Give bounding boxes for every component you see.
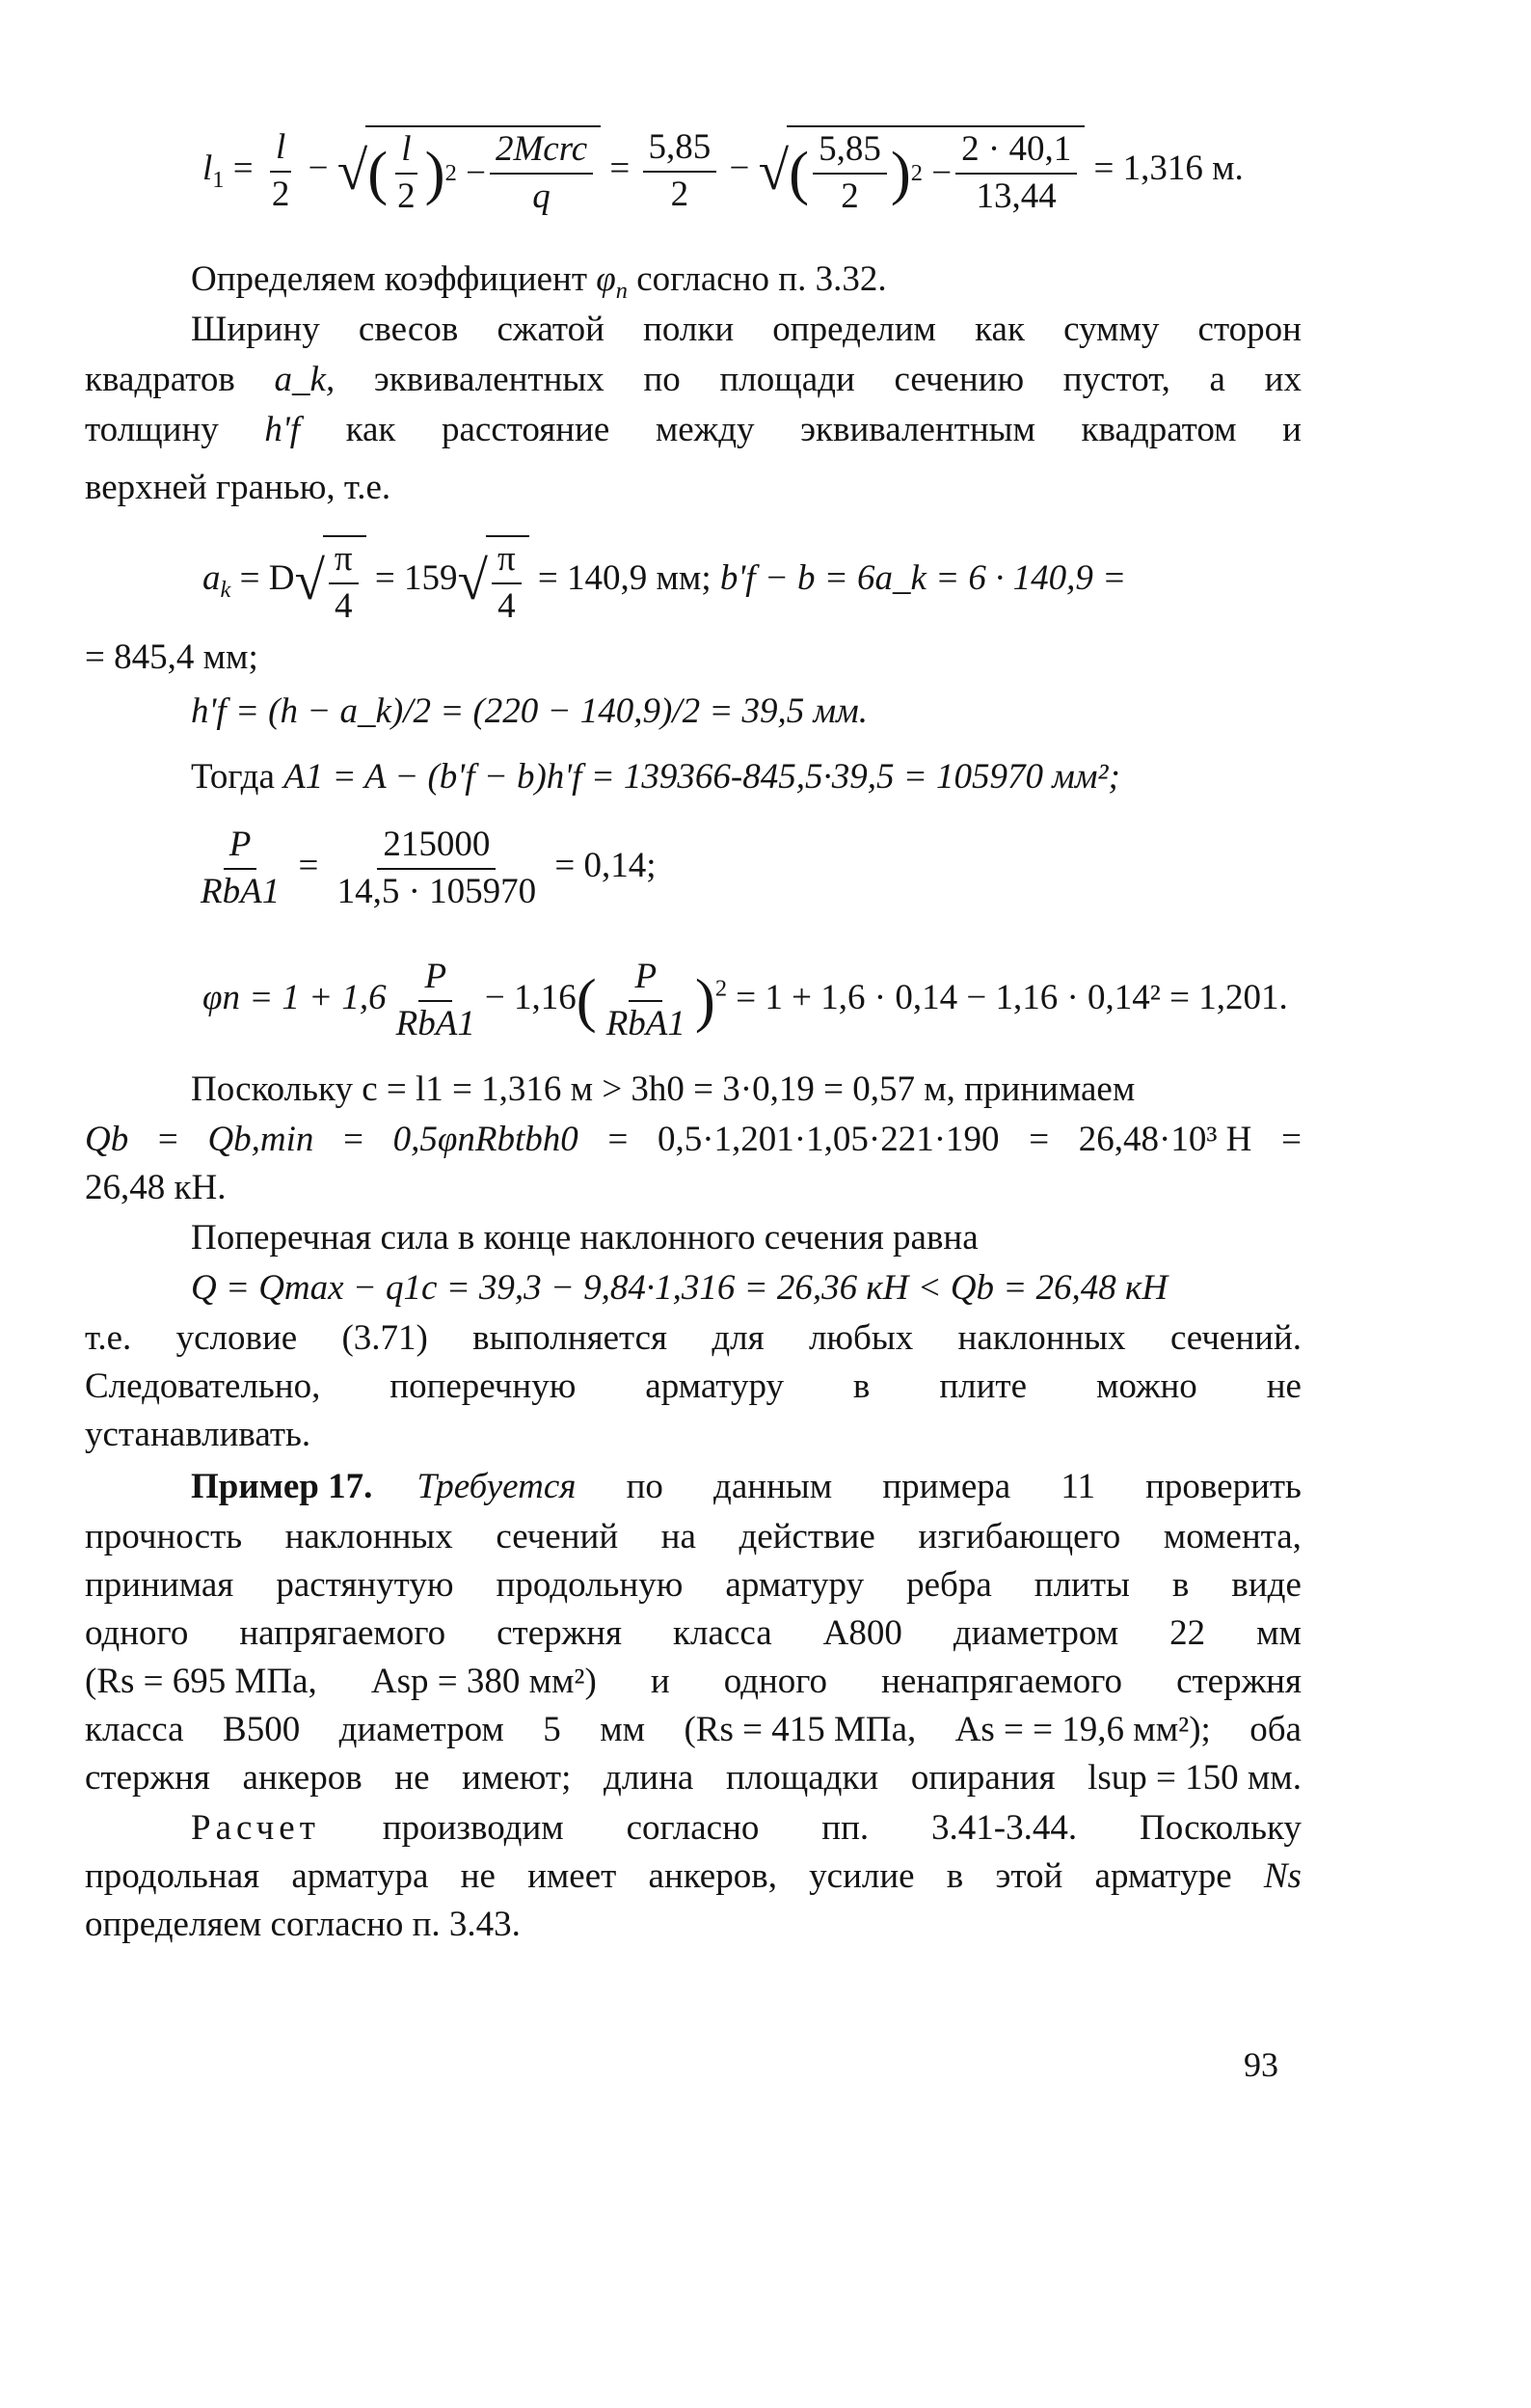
formula-ak: $a_k = D$ √ $\frac{\pi}{4}$ = 159 √ $\frac{\pi}{4}$ = 140,9 мм; b'f − b = 6a_k = 6 · 140,9 = xyxy=(202,535,1126,627)
paragraph-shirinu-line3: толщину h'f как расстояние между эквивалентным квадратом и xyxy=(85,410,1302,449)
example-title: Пример 17. xyxy=(191,1467,373,1506)
paragraph-primer-line5: (Rs = 695 МПа, Asp = 380 мм²) и одного ненапрягаемого стержня xyxy=(85,1662,1302,1701)
paragraph-primer-line4: одного напрягаемого стержня класса А800 диаметром 22 мм xyxy=(85,1613,1302,1653)
paragraph-primer-line3: принимая растянутую продольную арматуру ребра плиты в виде xyxy=(85,1565,1302,1605)
paragraph-raschet-line2: продольная арматура не имеет анкеров, усилие в этой арматуре Ns xyxy=(85,1856,1302,1896)
paragraph-shirinu-line4: верхней гранью, т.е. xyxy=(85,468,391,507)
paragraph-poperechnaya-line2: Q = Qmax − q1c = 39,3 − 9,84·1,316 = 26,36 кН < Qb = 26,48 кН xyxy=(191,1268,1168,1308)
line-845: = 845,4 мм; xyxy=(85,637,258,677)
formula-phin: φn = 1 + 1,6 $\frac{P}{\text{RbA1}}$ − 1,16( $\frac{P}{\text{RbA1}}$ )$^2$ = 1 + 1,6 · 0,14 − 1,16 · 0,14² = 1,201. xyxy=(202,956,1288,1043)
sqrt-expression: √ ( $\frac{l}{2}$ ) 2 − $\frac{\text{2Mcrc}}{q}$ xyxy=(337,125,601,217)
result-text: = 1,316 м. xyxy=(1093,149,1244,189)
paragraph-shirinu-line2: квадратов a_k, эквивалентных по площади сечению пустот, а их xyxy=(85,360,1302,399)
page-number: 93 xyxy=(1244,2045,1278,2084)
paragraph-poperechnaya-line3: т.е. условие (3.71) выполняется для любых наклонных сечений. xyxy=(85,1318,1302,1358)
paragraph-poperechnaya-line1: Поперечная сила в конце наклонного сечения равна xyxy=(191,1218,979,1258)
formula-hf: h'f = (h − a_k)/2 = (220 − 140,9)/2 = 39,5 мм. xyxy=(191,691,869,731)
paragraph-primer-line6: класса В500 диаметром 5 мм (Rs = 415 МПа, As = = 19,6 мм²); оба xyxy=(85,1710,1302,1749)
fraction: $\frac{l}{2}$ xyxy=(271,127,290,214)
paragraph-poskolku-line2: Qb = Qb,min = 0,5φnRbtbh0 = 0,5·1,201·1,05·221·190 = 26,48·10³ Н = xyxy=(85,1120,1302,1159)
paragraph-shirinu-line1: Ширину свесов сжатой полки определим как сумму сторон xyxy=(191,310,1302,349)
paragraph-phi: Определяем коэффициент $\varphi_n$ согласно п. 3.32. xyxy=(191,259,887,304)
paragraph-poskolku-line1: Поскольку c = l1 = 1,316 м > 3h0 = 3·0,19 = 0,57 м, принимаем xyxy=(191,1069,1136,1109)
paragraph-poperechnaya-line5: устанавливать. xyxy=(85,1415,311,1454)
paragraph-poperechnaya-line4: Следовательно, поперечную арматуру в плите можно не xyxy=(85,1366,1302,1406)
formula-ratio: $\frac{P}{\text{RbA1}}$ = $\frac{215000}{14,5 \cdot 105970}$ = 0,14; xyxy=(201,824,657,911)
formula-A1: Тогда A1 = A − (b'f − b)h'f = 139366-845,5·39,5 = 105970 мм²; xyxy=(191,757,1120,797)
paragraph-raschet-line3: определяем согласно п. 3.43. xyxy=(85,1905,521,1944)
paragraph-raschet-line1: Расчет производим согласно пп. 3.41-3.44. Поскольку xyxy=(191,1808,1302,1848)
paragraph-primer-line2: прочность наклонных сечений на действие изгибающего момента, xyxy=(85,1517,1302,1556)
paragraph-poskolku-line3: 26,48 кН. xyxy=(85,1168,227,1207)
formula-l1: $l_1$ = $\frac{l}{2}$ − √ ( $\frac{l}{2}$ ) 2 − $\frac{\text{2Mcrc}}{q}$ = $\frac{5,85}{2}$ − √ ( $\frac{5,85}{2}$ ) 2 − $\frac{2 \cdot 40,1}{13,44}$ = 1,316 м. xyxy=(202,127,1244,216)
paragraph-primer-line1: Пример 17. Требуется по данным примера 11 проверить xyxy=(191,1467,1302,1506)
paragraph-primer-line7: стержня анкеров не имеют; длина площадки опирания lsup = 150 мм. xyxy=(85,1758,1302,1798)
